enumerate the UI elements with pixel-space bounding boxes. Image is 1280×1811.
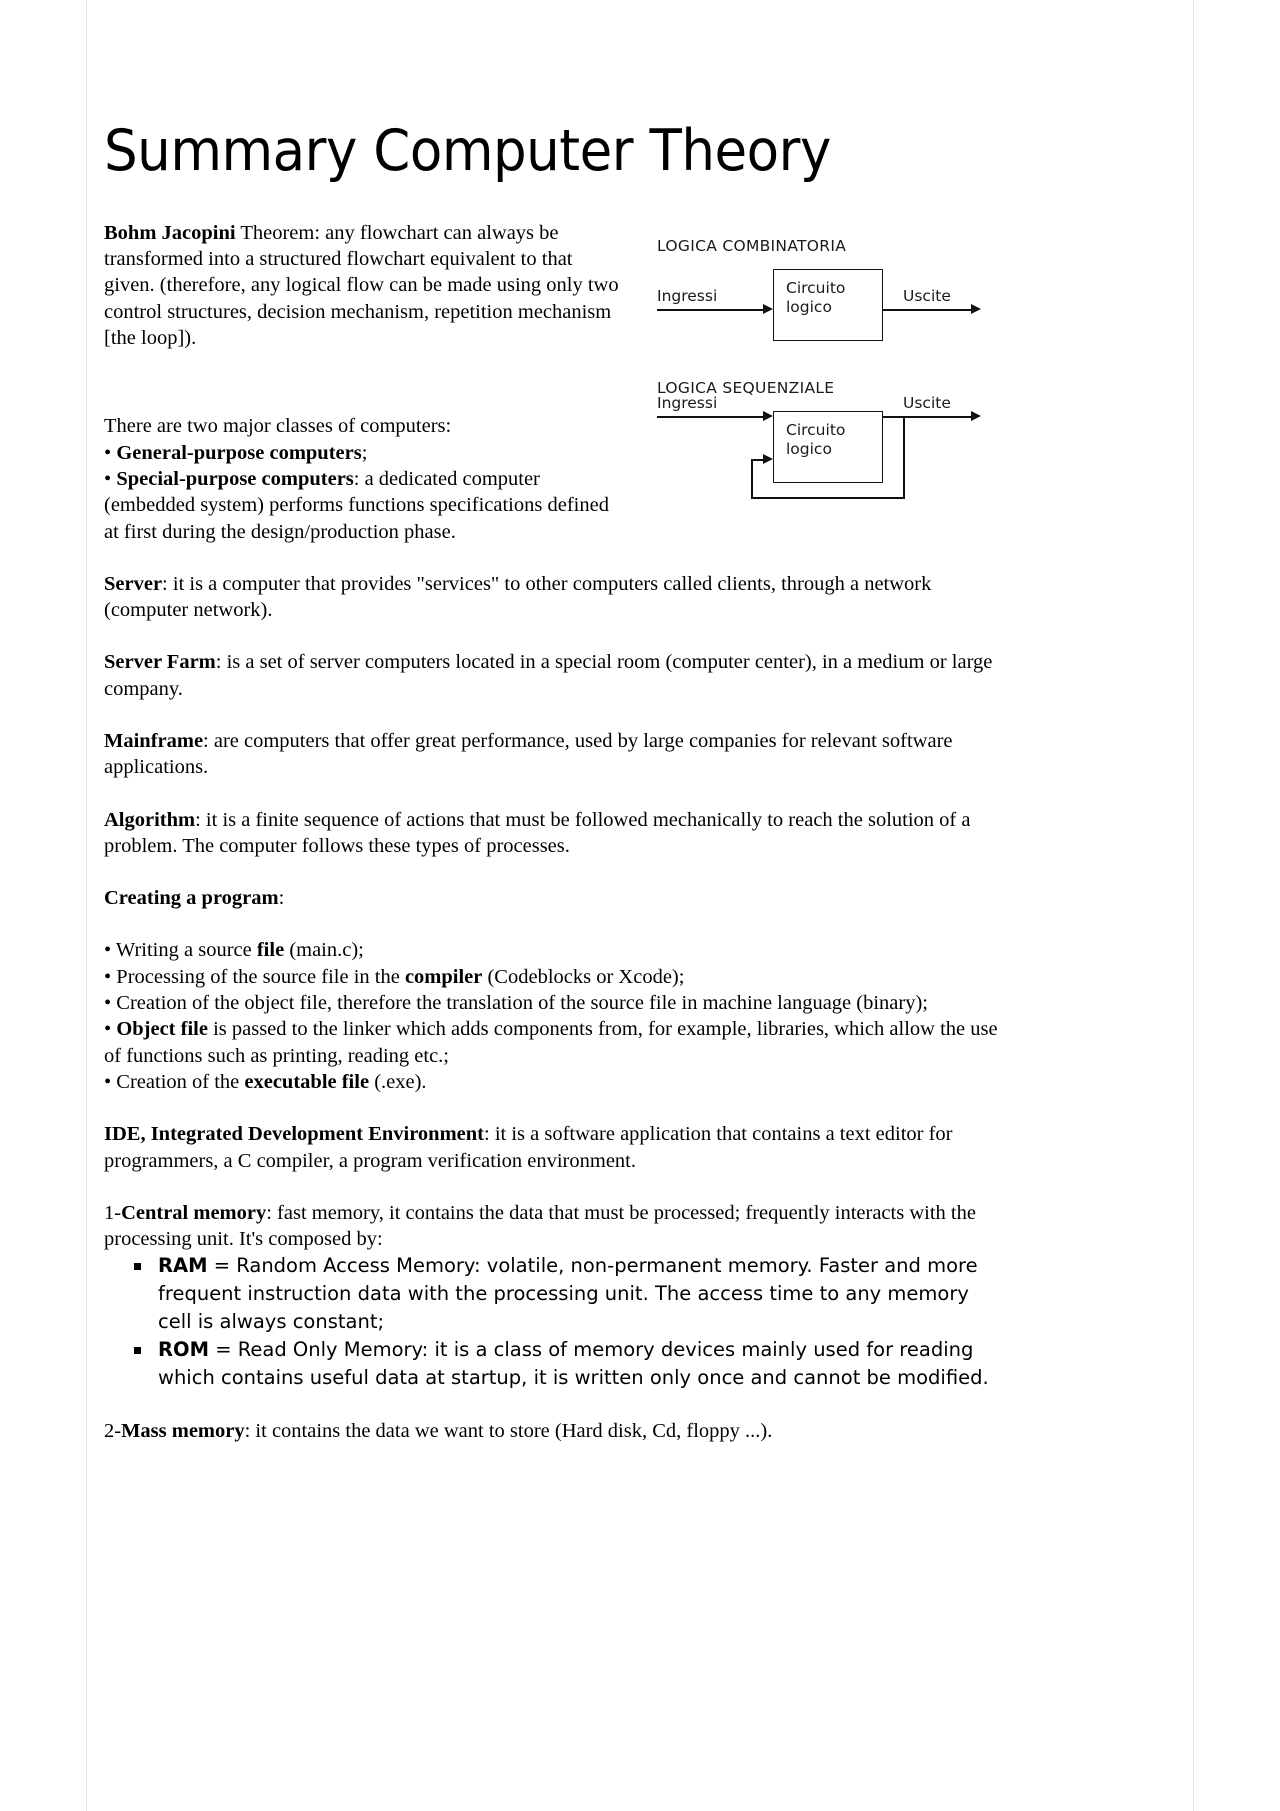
diagram-logica-combinatoria [655,237,995,347]
spacer [104,1392,1004,1418]
list-item-compile-source-file [104,964,1004,990]
paragraph-mass-memory [104,1418,1004,1444]
input-arrowhead-sequenziale [763,411,773,421]
list-item-object-file-linker-text: is passed to the linker which adds components from, for example, libraries, which allow the use of functions such as printing, reading etc.; [104,1018,998,1067]
paragraph-bohm-jacopini [104,220,624,351]
diagram-input-label-combinatoria: Ingressi [657,287,718,305]
paragraph-algorithm [104,807,1004,860]
list-item-ram [104,1252,1004,1336]
paragraph-server-farm-text: : is a set of server computers located in a special room (computer center), in a medium or large company. [104,651,993,700]
logic-block-label-line1-combinatoria: Circuito [786,279,846,297]
list-item-general-purpose-text: ; [361,441,368,464]
list-item-write-source-file-post: (main.c); [284,939,364,962]
diagram-output-label-sequenziale: Uscite [903,394,951,412]
paragraph-mainframe-text: : are computers that offer great performance, used by large companies for relevant software applications. [104,730,953,779]
output-wire-sequenziale [883,416,975,418]
memory-types-list [104,1252,1004,1392]
list-item-create-object-file-text: • Creation of the object file, therefore the translation of the source file in machine language (binary); [104,992,929,1015]
paragraph-bohm-jacopini-text: Theorem: any flowchart can always be transformed into a structured flowchart equivalent to that given. (therefore, any logical flow can be made using only two control structures, decision mechanism, repetition mechanism [the loop]). [104,221,619,350]
square-bullet-icon [134,1347,141,1354]
term-server-farm: Server Farm [104,651,216,674]
list-item-rom-text: = Read Only Memory: it is a class of memory devices mainly used for reading which contains useful data at startup, it is written only once and cannot be modified. [158,1338,989,1390]
feedback-wire-right-vertical [903,416,905,498]
spacer [104,911,1004,937]
term-file: file [256,939,285,962]
output-arrowhead-combinatoria [971,304,981,314]
list-number-2: 2- [104,1420,122,1443]
list-item-write-source-file-pre: • Writing a source [104,939,257,962]
spacer [104,623,1004,649]
list-item-create-executable-post: (.exe). [369,1070,427,1093]
spacer [104,1174,1004,1200]
diagram-caption-sequenziale: LOGICA SEQUENZIALE [657,379,835,397]
logic-block-label-line1-sequenziale: Circuito [786,421,846,439]
spacer [104,1095,1004,1121]
output-arrowhead-sequenziale [971,411,981,421]
bullet-glyph: • [104,467,117,490]
diagram-logica-sequenziale [655,379,995,504]
paragraph-server-farm [104,649,1004,702]
term-executable-file: executable file [244,1070,370,1093]
term-bohm-jacopini: Bohm Jacopini [104,221,236,244]
paragraph-creating-a-program [104,885,1004,911]
input-wire-combinatoria [657,309,765,311]
term-ram: RAM [158,1254,208,1278]
term-central-memory: Central memory [121,1201,267,1224]
term-object-file: Object file [116,1018,208,1041]
logic-diagrams-group [655,237,995,502]
term-special-purpose: Special-purpose computers [116,467,354,490]
bullet-glyph: • [104,441,117,464]
term-creating-a-program: Creating a program [104,887,279,910]
term-mass-memory: Mass memory [121,1420,245,1443]
spacer [104,781,1004,807]
list-item-create-executable-pre: • Creation of the [104,1070,245,1093]
paragraph-classes-intro: There are two major classes of computers: [104,415,452,438]
paragraph-server [104,571,1004,624]
feedback-wire-left-vertical [751,459,753,498]
list-item-ram-text: = Random Access Memory: volatile, non-permanent memory. Faster and more frequent instruction data with the processing unit. The access time to any memory cell is always constant; [158,1254,978,1334]
term-mainframe: Mainframe [104,730,204,752]
paragraph-server-text: : it is a computer that provides "services" to other computers called clients, through a network (computer network). [104,572,932,622]
document-content [104,0,1004,1445]
output-wire-combinatoria [883,309,975,311]
list-number-1: 1- [104,1201,122,1224]
paragraph-algorithm-text: : it is a finite sequence of actions that must be followed mechanically to reach the solution of a problem. The computer follows these types of processes. [104,808,971,857]
paragraph-ide [104,1121,1004,1174]
list-item-special-purpose [104,466,624,545]
list-item-general-purpose [104,440,624,466]
spacer [104,859,1004,885]
spacer [104,545,1004,571]
term-rom: ROM [158,1338,209,1362]
list-item-compile-source-file-pre: • Processing of the source file in the [104,965,405,988]
spacer [104,702,1004,728]
input-wire-sequenziale [657,416,765,418]
term-algorithm: Algorithm [104,808,196,831]
paragraph-mainframe [104,728,1004,781]
diagram-input-label-sequenziale: Ingressi [657,394,718,412]
list-item-special-purpose-text: : a dedicated computer (embedded system) performs functions specifications defined at first during the design/production phase. [104,467,609,543]
logic-block-label-line2-sequenziale: logico [786,440,832,458]
bullet-glyph: • [104,1018,117,1041]
square-bullet-icon [134,1263,141,1270]
list-item-write-source-file [104,937,1004,963]
page-title: Summary Computer Theory [104,118,831,184]
term-compiler: compiler [404,965,483,988]
term-general-purpose: General-purpose computers [116,441,362,464]
list-item-create-object-file [104,990,1004,1016]
logic-block-label-line2-combinatoria: logico [786,298,832,316]
list-item-compile-source-file-post: (Codeblocks or Xcode); [482,965,685,988]
list-item-object-file-linker [104,1016,1004,1069]
paragraph-central-memory-text: : fast memory, it contains the data that must be processed; frequently interacts with the processing unit. It's composed by: [104,1201,976,1251]
paragraph-creating-a-program-text: : [278,887,285,910]
feedback-arrowhead-sequenziale [763,454,773,464]
paragraph-mass-memory-text: : it contains the data we want to store (Hard disk, Cd, floppy ...). [244,1420,773,1443]
paragraph-ide-text: : it is a software application that contains a text editor for programmers, a C compiler, a program verification environment. [104,1123,953,1172]
spacer [104,182,1004,220]
page-edge-right [1193,0,1194,1811]
list-item-rom [104,1336,1004,1392]
diagram-caption-combinatoria: LOGICA COMBINATORIA [657,237,847,255]
term-ide: IDE, Integrated Development Environment [104,1123,484,1146]
page-edge-left [86,0,87,1811]
diagram-output-label-combinatoria: Uscite [903,287,951,305]
list-item-create-executable [104,1069,1004,1095]
paragraph-central-memory [104,1200,1004,1253]
term-server: Server [104,572,163,595]
input-arrowhead-combinatoria [763,304,773,314]
feedback-wire-bottom-horizontal [751,497,905,499]
